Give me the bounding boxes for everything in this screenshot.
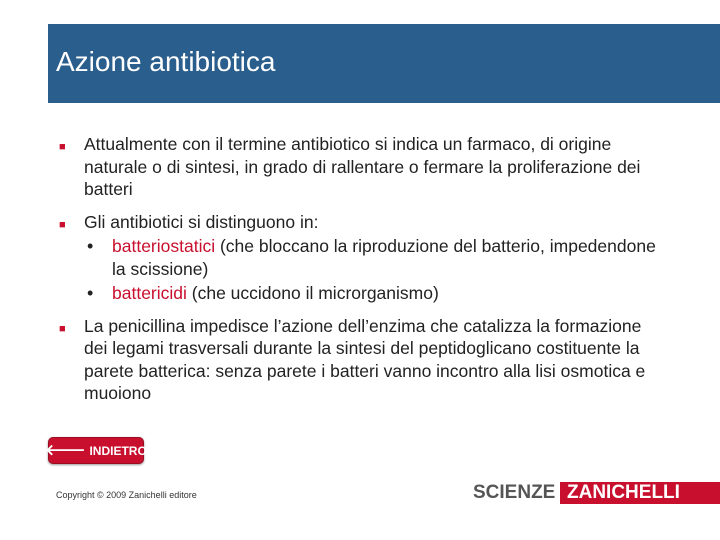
logo-scienze: SCIENZE xyxy=(473,482,556,503)
term-battericidi: battericidi xyxy=(112,283,187,303)
back-button[interactable] xyxy=(45,437,147,464)
slide-content xyxy=(58,133,658,405)
copyright-text: Copyright © 2009 Zanichelli editore xyxy=(56,490,197,500)
dot-bullet-icon: • xyxy=(87,236,94,256)
arrow-left-icon: 🡐 xyxy=(45,442,86,459)
back-button-label: INDIETRO xyxy=(89,443,147,458)
bullet-text: Gli antibiotici si distinguono in: xyxy=(84,211,319,232)
bullet-item xyxy=(58,133,658,201)
sub-bullet-item xyxy=(84,282,658,305)
bullet-text: La penicillina impedisce l’azione dell’enzima che catalizza la formazione dei legami trasversali durante la sintesi del peptidoglicano costituente la parete batterica: senza parete i batteri vanno incontro alla lisi osmotica e muoiono xyxy=(84,315,646,403)
sub-bullet-item xyxy=(84,235,658,280)
sub-bullet-text: (che bloccano la riproduzione del batterio, impedendone la scissione) xyxy=(112,236,656,279)
title-bar xyxy=(48,24,720,103)
term-batteriostatici: batteriostatici xyxy=(112,236,216,256)
bullet-item xyxy=(58,211,658,305)
dot-bullet-icon: • xyxy=(87,283,94,303)
square-bullet-icon: ■ xyxy=(59,218,66,231)
bullet-text: Attualmente con il termine antibiotico si indica un farmaco, di origine naturale o di sintesi, in grado di rallentare o fermare la proliferazione dei batteri xyxy=(84,134,641,199)
bullet-item xyxy=(58,315,658,405)
square-bullet-icon: ■ xyxy=(59,141,66,153)
square-bullet-icon: ■ xyxy=(59,322,66,335)
logo-zanichelli: ZANICHELLI xyxy=(560,482,720,504)
sub-bullet-text: (che uccidono il microrganismo) xyxy=(186,283,439,303)
slide-title: Azione antibiotica xyxy=(56,46,276,77)
